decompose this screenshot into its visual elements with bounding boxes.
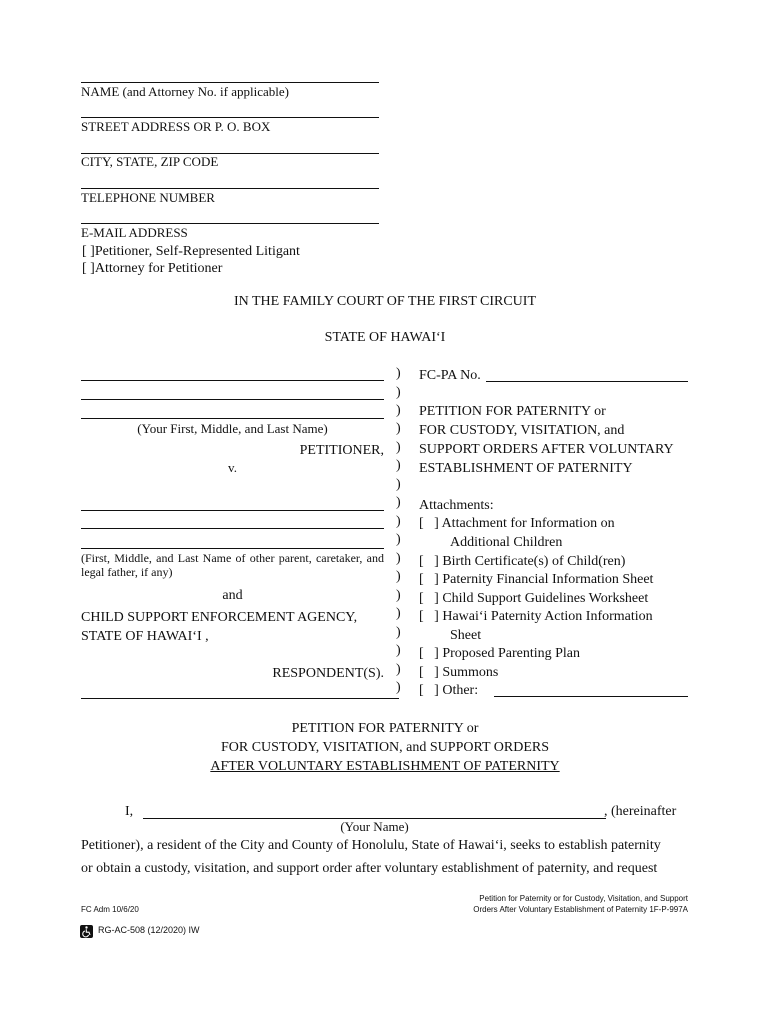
petitioner-name-line-2[interactable]	[81, 399, 384, 400]
versus-label: v.	[228, 460, 237, 475]
attachment-item[interactable]	[419, 665, 498, 681]
attachments-label: Attachments:	[419, 498, 494, 513]
attachment-item[interactable]	[419, 516, 615, 532]
attachment-item[interactable]	[419, 646, 580, 662]
attachment-label: Attachment for Information on	[441, 516, 615, 531]
attachment-label: Paternity Financial Information Sheet	[442, 572, 654, 587]
respondent-name-line-3[interactable]	[81, 548, 384, 549]
checkbox[interactable]: [ ]	[419, 516, 439, 531]
form-title-line2: Orders After Voluntary Establishment of Paternity 1F-P-997A	[473, 905, 688, 914]
checkbox[interactable]: [ ]	[419, 683, 439, 698]
and-label: and	[222, 588, 243, 603]
attachment-item[interactable]	[419, 683, 478, 699]
attachment-item[interactable]	[419, 572, 653, 588]
attachment-continuation: Additional Children	[450, 535, 563, 550]
street-label: STREET ADDRESS OR P. O. BOX	[81, 119, 271, 134]
attachment-label: Birth Certificate(s) of Child(ren)	[442, 554, 626, 569]
court-state: STATE OF HAWAI‘I	[324, 330, 446, 345]
petitioner-label: PETITIONER,	[299, 443, 384, 458]
respondent-name-line-2[interactable]	[81, 528, 384, 529]
role-label: Petitioner, Self-Represented Litigant	[94, 244, 300, 259]
case-title-line1: PETITION FOR PATERNITY or	[419, 404, 606, 419]
role-label: Attorney for Petitioner	[94, 261, 223, 276]
checkbox[interactable]: [ ]	[419, 646, 439, 661]
name-line[interactable]	[81, 82, 379, 83]
checkbox[interactable]: [ ]	[419, 609, 439, 624]
body-title-line1: PETITION FOR PATERNITY or	[291, 721, 479, 736]
intro-pronoun: I,	[125, 804, 134, 819]
agency-line1: CHILD SUPPORT ENFORCEMENT AGENCY,	[81, 610, 358, 625]
form-code: RG-AC-508 (12/2020) IW	[98, 925, 200, 935]
hereinafter-text: , (hereinafter	[604, 804, 677, 819]
case-number-field[interactable]	[486, 381, 688, 382]
case-number-label: FC-PA No.	[419, 368, 481, 383]
attachment-label: Proposed Parenting Plan	[442, 646, 580, 661]
attachment-label: Child Support Guidelines Worksheet	[442, 591, 649, 606]
agency-line2: STATE OF HAWAI‘I ,	[81, 629, 209, 644]
name-label: NAME (and Attorney No. if applicable)	[81, 84, 289, 99]
checkbox[interactable]: [ ]	[82, 261, 95, 276]
petitioner-name-line-1[interactable]	[81, 380, 384, 381]
paragraph-line1: Petitioner), a resident of the City and County of Honolulu, State of Hawai‘i, seeks to establish paternity	[81, 838, 661, 853]
phone-label: TELEPHONE NUMBER	[81, 190, 215, 205]
paragraph-line2: or obtain a custody, visitation, and support order after voluntary establishment of paternity, and request	[81, 861, 658, 876]
caption-bottom-line	[81, 698, 399, 699]
street-line[interactable]	[81, 117, 379, 118]
attachment-item[interactable]	[419, 554, 625, 570]
email-line[interactable]	[81, 223, 379, 224]
phone-line[interactable]	[81, 188, 379, 189]
form-title-line1: Petition for Paternity or for Custody, Visitation, and Support	[479, 894, 688, 903]
respondent-name-line-1[interactable]	[81, 510, 384, 511]
attachment-item[interactable]	[419, 609, 653, 625]
role-option-attorney[interactable]	[82, 261, 222, 277]
body-title-line2: FOR CUSTODY, VISITATION, and SUPPORT ORDERS	[220, 740, 549, 755]
role-option-self[interactable]	[82, 244, 300, 260]
court-name: IN THE FAMILY COURT OF THE FIRST CIRCUIT	[233, 294, 537, 309]
your-name-hint: (Your First, Middle, and Last Name)	[137, 421, 328, 436]
checkbox[interactable]: [ ]	[419, 554, 439, 569]
form-date: FC Adm 10/6/20	[81, 905, 139, 914]
body-title-line3: AFTER VOLUNTARY ESTABLISHMENT OF PATERNITY	[210, 759, 560, 774]
other-parent-hint: (First, Middle, and Last Name of other parent, caretaker, and legal father, if any)	[81, 551, 384, 579]
other-attachment-field[interactable]	[494, 696, 688, 697]
your-name-field-hint: (Your Name)	[340, 819, 409, 834]
checkbox[interactable]: [ ]	[419, 572, 439, 587]
attachment-continuation: Sheet	[450, 628, 482, 643]
email-label: E-MAIL ADDRESS	[81, 225, 188, 240]
petitioner-name-line-3[interactable]	[81, 418, 384, 419]
wheelchair-icon	[80, 925, 93, 938]
attachment-label: Summons	[442, 665, 499, 680]
case-title-line4: ESTABLISHMENT OF PATERNITY	[419, 461, 633, 476]
checkbox[interactable]: [ ]	[82, 244, 95, 259]
case-title-line2: FOR CUSTODY, VISITATION, and	[419, 423, 625, 438]
attachment-label: Other:	[442, 683, 479, 698]
attachment-label: Hawai‘i Paternity Action Information	[442, 609, 653, 624]
case-title-line3: SUPPORT ORDERS AFTER VOLUNTARY	[419, 442, 674, 457]
checkbox[interactable]: [ ]	[419, 591, 439, 606]
checkbox[interactable]: [ ]	[419, 665, 439, 680]
attachment-item[interactable]	[419, 591, 648, 607]
respondents-label: RESPONDENT(S).	[272, 666, 384, 681]
city-label: CITY, STATE, ZIP CODE	[81, 154, 219, 169]
